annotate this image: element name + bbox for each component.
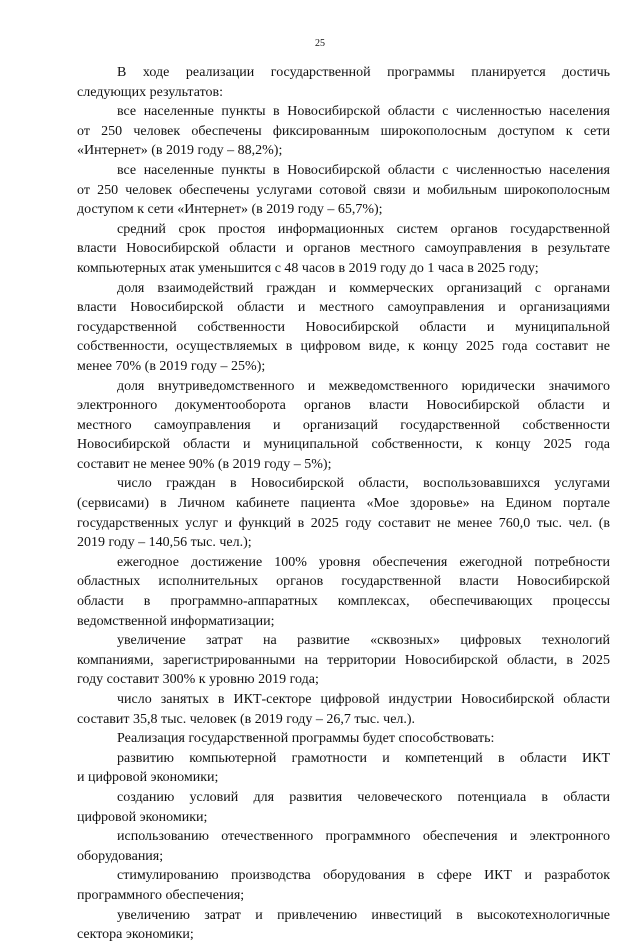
text-line: компаниями, зарегистрированными на территории Новосибирской области, в 2025 bbox=[77, 652, 610, 668]
text-line: средний срок простоя информационных систем органов государственной bbox=[117, 221, 610, 237]
text-line: областных исполнительных органов государственной власти Новосибирской bbox=[77, 574, 610, 590]
text-line: электронного документооборота органов власти Новосибирской области и bbox=[77, 398, 610, 414]
text-line: доля взаимодействий граждан и коммерческих организаций с органами bbox=[117, 280, 610, 296]
text-line: местного самоуправления и организаций государственной собственности bbox=[77, 417, 610, 433]
text-line: 2019 году – 140,56 тыс. чел.); bbox=[77, 535, 252, 551]
text-line: составит 35,8 тыс. человек (в 2019 году – 26,7 тыс. чел.). bbox=[77, 711, 416, 727]
text-line: «Интернет» (в 2019 году – 88,2%); bbox=[77, 143, 283, 159]
text-line: увеличению затрат и привлечению инвестиций в высокотехнологичные bbox=[117, 907, 610, 923]
text-line: увеличение затрат на развитие «сквозных» цифровых технологий bbox=[117, 633, 610, 649]
text-line: (сервисами) в Личном кабинете пациента «Мое здоровье» на Едином портале bbox=[77, 496, 610, 512]
text-line: программного обеспечения; bbox=[77, 887, 245, 903]
document-body bbox=[77, 63, 610, 945]
text-line: развитию компьютерной грамотности и компетенций в области ИКТ bbox=[117, 750, 610, 766]
text-line: число граждан в Новосибирской области, воспользовавшихся услугами bbox=[117, 476, 610, 492]
text-line: использованию отечественного программного обеспечения и электронного bbox=[117, 829, 610, 845]
text-line: доступом к сети «Интернет» (в 2019 году – 65,7%); bbox=[77, 202, 383, 218]
text-line: власти Новосибирской области и местного самоуправления и организациями bbox=[77, 300, 610, 316]
text-line: все населенные пункты в Новосибирской области с численностью населения bbox=[117, 104, 610, 120]
text-line: следующих результатов: bbox=[77, 84, 224, 100]
text-line: компьютерных атак уменьшится с 48 часов в 2019 году до 1 часа в 2025 году; bbox=[77, 260, 539, 276]
page-number: 25 bbox=[315, 38, 325, 49]
text-line: цифровой экономики; bbox=[77, 809, 208, 825]
text-line: доля внутриведомственного и межведомственного юридически значимого bbox=[117, 378, 610, 394]
text-line: государственных услуг и функций в 2025 году составит не менее 760,0 тыс. чел. (в bbox=[77, 515, 610, 531]
text-line: от 250 человек обеспечены услугами сотовой связи и мобильным широкополосным bbox=[77, 182, 610, 198]
text-line: менее 70% (в 2019 году – 25%); bbox=[77, 358, 266, 374]
text-line: созданию условий для развития человеческого потенциала в области bbox=[117, 789, 610, 805]
text-line: области в программно-аппаратных комплексах, обеспечивающих процессы bbox=[77, 594, 610, 610]
text-line: от 250 человек обеспечены фиксированным широкополосным доступом к сети bbox=[77, 123, 610, 139]
text-line: сектора экономики; bbox=[77, 927, 194, 943]
text-line: оборудования; bbox=[77, 848, 164, 864]
text-line: все населенные пункты в Новосибирской области с численностью населения bbox=[117, 162, 610, 178]
text-line: году составит 300% к уровню 2019 года; bbox=[77, 672, 319, 688]
text-line: Реализация государственной программы будет способствовать: bbox=[117, 731, 495, 747]
text-line: государственной собственности Новосибирской области и муниципальной bbox=[77, 319, 610, 335]
text-line: ежегодное достижение 100% уровня обеспечения ежегодной потребности bbox=[117, 554, 610, 570]
text-line: ведомственной информатизации; bbox=[77, 613, 275, 629]
text-line: власти Новосибирской области и органов местного самоуправления в результате bbox=[77, 241, 610, 257]
text-line: собственности, осуществляемых в цифровом виде, к концу 2025 года составит не bbox=[77, 339, 610, 355]
text-line: составит не менее 90% (в 2019 году – 5%); bbox=[77, 456, 332, 472]
text-line: и цифровой экономики; bbox=[77, 770, 219, 786]
text-line: стимулированию производства оборудования в сфере ИКТ и разработок bbox=[117, 868, 610, 884]
text-line: В ходе реализации государственной программы планируется достичь bbox=[117, 65, 610, 80]
text-line: число занятых в ИКТ-секторе цифровой индустрии Новосибирской области bbox=[117, 692, 610, 707]
text-line: Новосибирской области и муниципальной собственности, к концу 2025 года bbox=[77, 437, 610, 453]
